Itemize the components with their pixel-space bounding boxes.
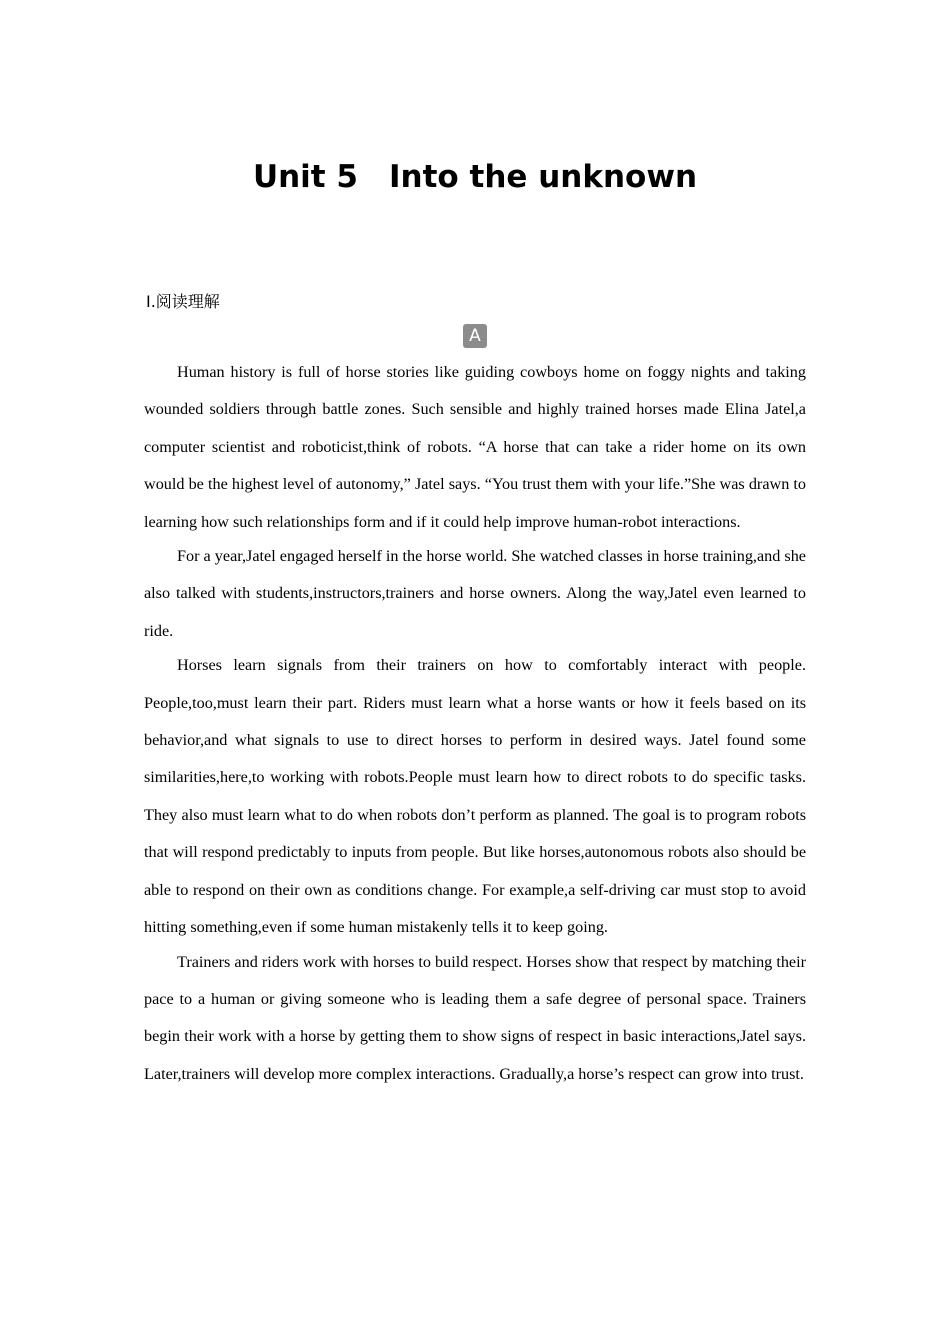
passage-paragraph-1: Human history is full of horse stories like guiding cowboys home on foggy nights and taking wounded soldiers through battle zones. Such sensible and highly trained horses made Elina Jatel,a computer scientist and roboticist,think of robots. “A horse that can take a rider home on its own would be the highest level of autonomy,” Jatel says. “You trust them with your life.”She was drawn to learning how such relationships form and if it could help improve human-robot interactions. [144, 363, 806, 531]
passage-body [144, 354, 806, 1090]
unit-title: Unit 5 Into the unknown [252, 159, 698, 195]
passage-label-badge: A [463, 324, 487, 348]
section-heading-reading-comprehension: Ⅰ.阅读理解 [146, 292, 220, 311]
passage-paragraph-4: Trainers and riders work with horses to build respect. Horses show that respect by matching their pace to a human or giving someone who is leading them a safe degree of personal space. Trainers begin their work with a horse by getting them to show signs of respect in basic interactions,Jatel says. Later,trainers will develop more complex interactions. Gradually,a horse’s respect can grow into trust. [144, 952, 806, 1083]
passage-paragraph-2: For a year,Jatel engaged herself in the horse world. She watched classes in horse training,and she also talked with students,instructors,trainers and horse owners. Along the way,Jatel even learned to ride. [144, 547, 806, 640]
passage-paragraph-3: Horses learn signals from their trainers on how to comfortably interact with people. People,too,must learn their part. Riders must learn what a horse wants or how it feels based on its behavior,and what signals to use to direct horses to perform in desired ways. Jatel found some similarities,here,to working with robots.People must learn how to direct robots to do specific tasks. They also must learn what to do when robots don’t perform as planned. The goal is to program robots that will respond predictably to inputs from people. But like horses,autonomous robots also should be able to respond on their own as conditions change. For example,a self-driving car must stop to avoid hitting something,even if some human mistakenly tells it to keep going. [144, 656, 806, 937]
